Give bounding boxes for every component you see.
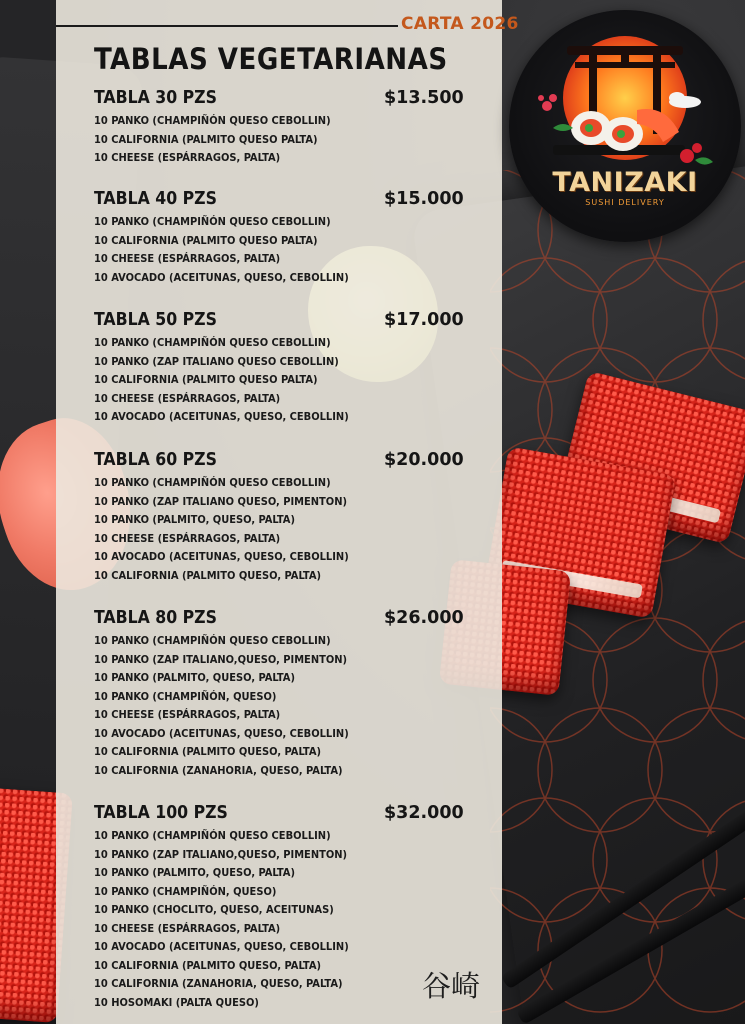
board-tabla-50	[94, 310, 466, 427]
board-item: 10 PANKO (CHAMPIÑÓN, QUESO)	[94, 884, 277, 898]
brand-logo	[509, 10, 741, 242]
board-item: 10 PANKO (ZAP ITALIANO QUESO CEBOLLIN)	[94, 354, 339, 368]
board-item: 10 HOSOMAKI (PALTA QUESO)	[94, 995, 259, 1009]
carta-year-label: CARTA 2026	[401, 14, 519, 34]
board-item: 10 PANKO (CHAMPIÑÓN QUESO CEBOLLIN)	[94, 476, 331, 489]
board-tabla-60	[94, 450, 466, 585]
board-item: 10 CHEESE (ESPÁRRAGOS, PALTA)	[94, 708, 281, 721]
board-item: 10 CALIFORNIA (PALMITO QUESO PALTA)	[94, 233, 318, 247]
board-price: $15.000	[384, 189, 464, 209]
board-price: $32.000	[384, 803, 464, 823]
board-item: 10 AVOCADO (ACEITUNAS, QUESO, CEBOLLIN)	[94, 550, 349, 563]
board-item: 10 CALIFORNIA (PALMITO QUESO, PALTA)	[94, 568, 322, 582]
board-tabla-40	[94, 189, 466, 287]
board-price: $26.000	[384, 608, 464, 628]
board-item: 10 PANKO (CHAMPIÑÓN QUESO CEBOLLIN)	[94, 114, 331, 127]
board-price: $17.000	[384, 310, 464, 330]
board-item: 10 CHEESE (ESPÁRRAGOS, PALTA)	[94, 391, 281, 405]
board-tabla-30	[94, 88, 466, 168]
board-item: 10 PANKO (ZAP ITALIANO,QUESO, PIMENTON)	[94, 847, 348, 861]
board-price: $13.500	[384, 88, 464, 108]
board-item: 10 PANKO (CHOCLITO, QUESO, ACEITUNAS)	[94, 903, 334, 916]
board-item: 10 CALIFORNIA (PALMITO QUESO, PALTA)	[94, 745, 322, 758]
section-title: TABLAS VEGETARIANAS	[94, 42, 448, 76]
board-item: 10 AVOCADO (ACEITUNAS, QUESO, CEBOLLIN)	[94, 726, 349, 740]
board-name: TABLA 60 PZS	[94, 450, 217, 470]
board-item: 10 AVOCADO (ACEITUNAS, QUESO, CEBOLLIN)	[94, 270, 349, 284]
board-item: 10 CHEESE (ESPÁRRAGOS, PALTA)	[94, 151, 281, 164]
board-item: 10 CALIFORNIA (PALMITO QUESO PALTA)	[94, 132, 318, 146]
brand-tagline: SUSHI DELIVERY	[585, 198, 665, 207]
board-item: 10 PANKO (CHAMPIÑÓN QUESO CEBOLLIN)	[94, 336, 331, 349]
board-item: 10 CHEESE (ESPÁRRAGOS, PALTA)	[94, 921, 281, 935]
board-item: 10 PANKO (PALMITO, QUESO, PALTA)	[94, 671, 295, 684]
board-item: 10 AVOCADO (ACEITUNAS, QUESO, CEBOLLIN)	[94, 940, 349, 953]
board-name: TABLA 80 PZS	[94, 608, 217, 628]
board-item: 10 PANKO (CHAMPIÑÓN QUESO CEBOLLIN)	[94, 634, 331, 647]
board-item: 10 CHEESE (ESPÁRRAGOS, PALTA)	[94, 252, 281, 265]
board-tabla-100	[94, 803, 466, 1012]
board-name: TABLA 50 PZS	[94, 310, 217, 330]
board-item: 10 PANKO (ZAP ITALIANO QUESO, PIMENTON)	[94, 494, 347, 508]
board-item: 10 CALIFORNIA (ZANAHORIA, QUESO, PALTA)	[94, 977, 343, 990]
board-price: $20.000	[384, 450, 464, 470]
board-item: 10 PANKO (PALMITO, QUESO, PALTA)	[94, 866, 295, 879]
board-item: 10 CALIFORNIA (ZANAHORIA, QUESO, PALTA)	[94, 763, 343, 777]
board-item: 10 CALIFORNIA (PALMITO QUESO PALTA)	[94, 373, 318, 386]
board-name: TABLA 40 PZS	[94, 189, 217, 209]
board-item: 10 PANKO (ZAP ITALIANO,QUESO, PIMENTON)	[94, 652, 348, 666]
board-item: 10 PANKO (CHAMPIÑÓN QUESO CEBOLLIN)	[94, 829, 331, 842]
board-name: TABLA 100 PZS	[94, 803, 228, 823]
board-item: 10 PANKO (CHAMPIÑÓN, QUESO)	[94, 689, 277, 703]
torii-sun-icon	[509, 10, 741, 242]
kanji-signature: 谷崎	[422, 969, 481, 1003]
board-tabla-80	[94, 608, 466, 780]
board-item: 10 PANKO (PALMITO, QUESO, PALTA)	[94, 513, 295, 526]
brand-name: TANIZAKI	[552, 167, 698, 198]
board-item: 10 CHEESE (ESPÁRRAGOS, PALTA)	[94, 531, 281, 545]
board-item: 10 PANKO (CHAMPIÑÓN QUESO CEBOLLIN)	[94, 215, 331, 228]
board-item: 10 AVOCADO (ACEITUNAS, QUESO, CEBOLLIN)	[94, 410, 349, 423]
top-divider	[56, 25, 398, 27]
board-name: TABLA 30 PZS	[94, 88, 217, 108]
board-item: 10 CALIFORNIA (PALMITO QUESO, PALTA)	[94, 958, 322, 972]
